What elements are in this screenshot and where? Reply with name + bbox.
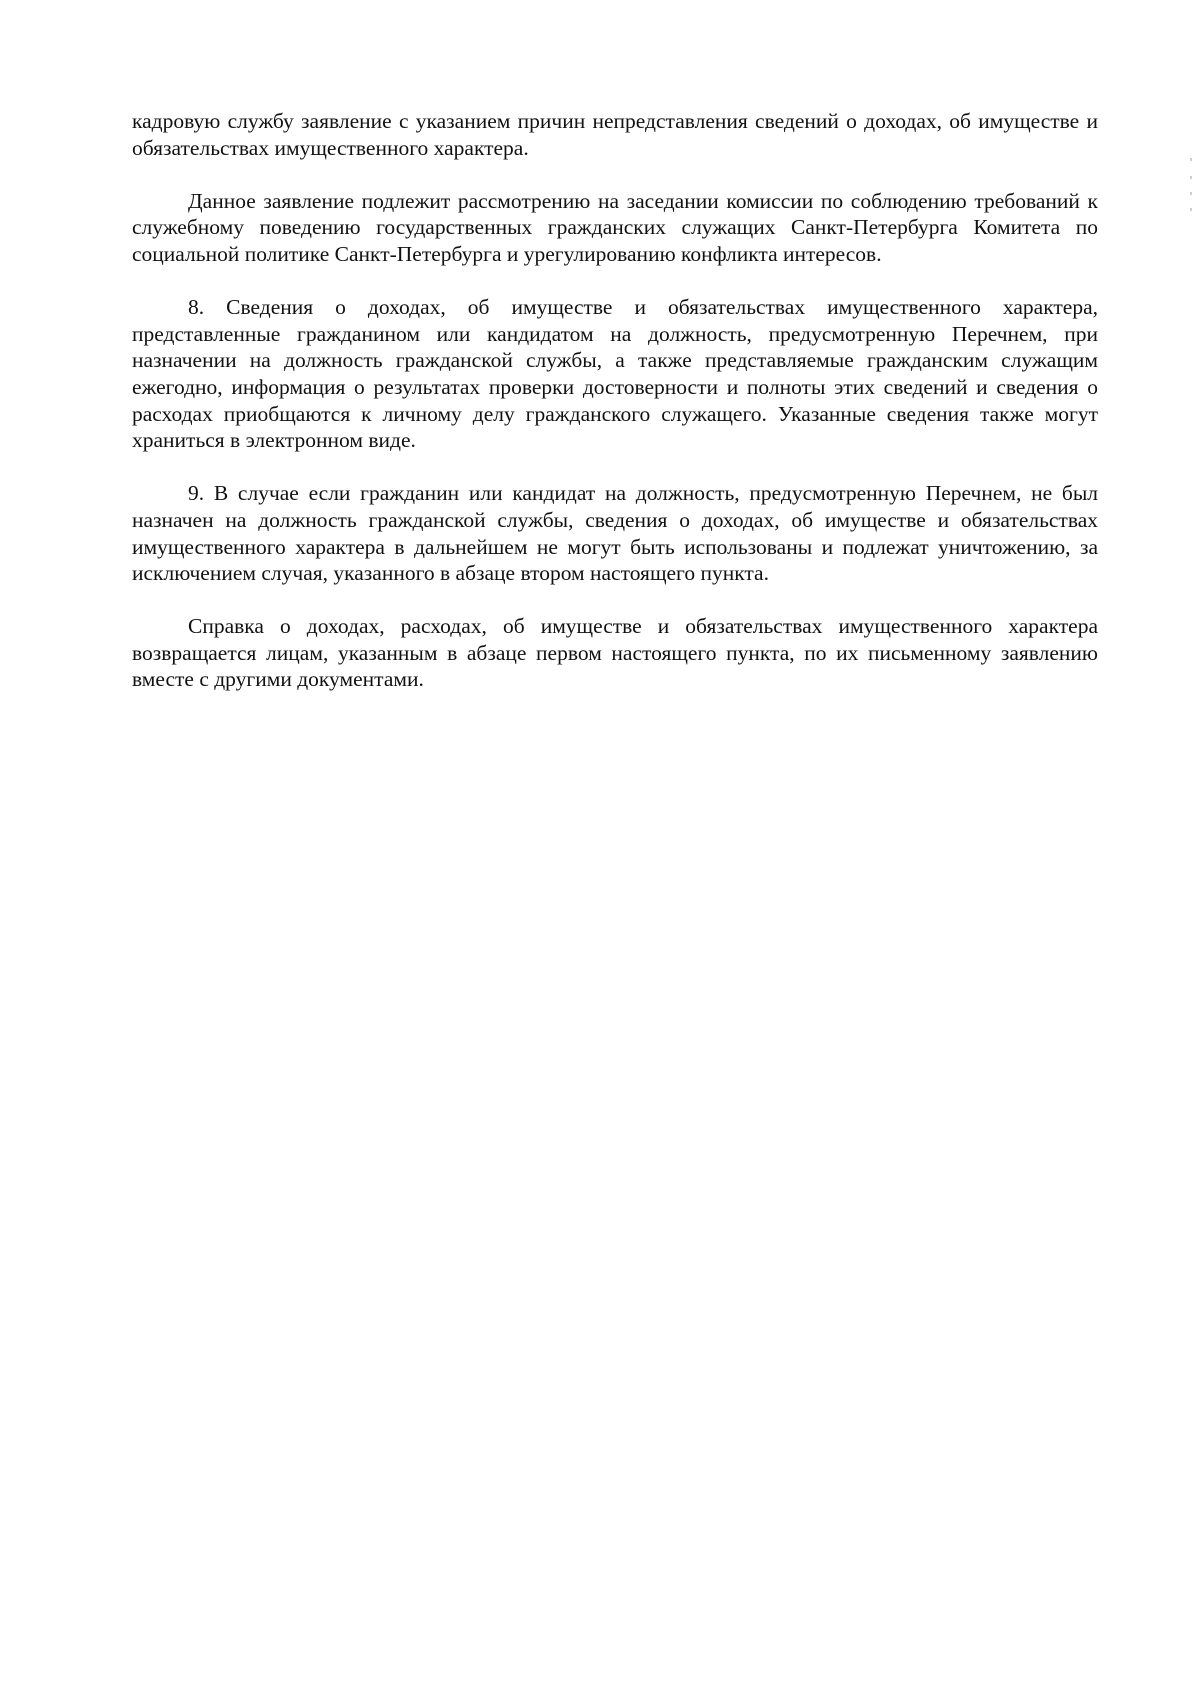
paragraph-item-9: 9. В случае если гражданин или кандидат на должность, предусмотренную Перечнем, не был назначен на должность гражданской службы, сведения о доходах, об имуществе и обязательствах имущественного характера в дальнейшем не могут быть использованы и подлежат уничтожению, за исключением случая, указанного в абзаце втором настоящего пункта.: [132, 481, 1098, 586]
paragraph-continuation: кадровую службу заявление с указанием причин непредставления сведений о доходах, об имуществе и обязательствах имущественного характера.: [132, 109, 1098, 160]
scan-mark: [1190, 176, 1192, 179]
document-body: [132, 108, 1098, 720]
scan-mark: [1190, 158, 1192, 161]
scan-mark: [1190, 192, 1192, 195]
paragraph-commission-review: Данное заявление подлежит рассмотрению на заседании комиссии по соблюдению требований к служебному поведению государственных гражданских служащих Санкт-Петербурга Комитета по социальной политике Санкт-Петербурга и урегулированию конфликта интересов.: [132, 188, 1098, 266]
scan-edge-marks: [1190, 158, 1193, 218]
scan-mark: [1190, 208, 1192, 211]
paragraph-item-8: 8. Сведения о доходах, об имуществе и обязательствах имущественного характера, представленные гражданином или кандидатом на должность, предусмотренную Перечнем, при назначении на должность гражданской службы, а также представляемые гражданским служащим ежегодно, информация о результатах проверки достоверности и полноты этих сведений и сведения о расходах приобщаются к личному делу гражданского служащего. Указанные сведения также могут храниться в электронном виде.: [132, 295, 1098, 453]
paragraph-certificate-return: Справка о доходах, расходах, об имуществе и обязательствах имущественного характера возвращается лицам, указанным в абзаце первом настоящего пункта, по их письменному заявлению вместе с другими документами.: [132, 614, 1098, 692]
